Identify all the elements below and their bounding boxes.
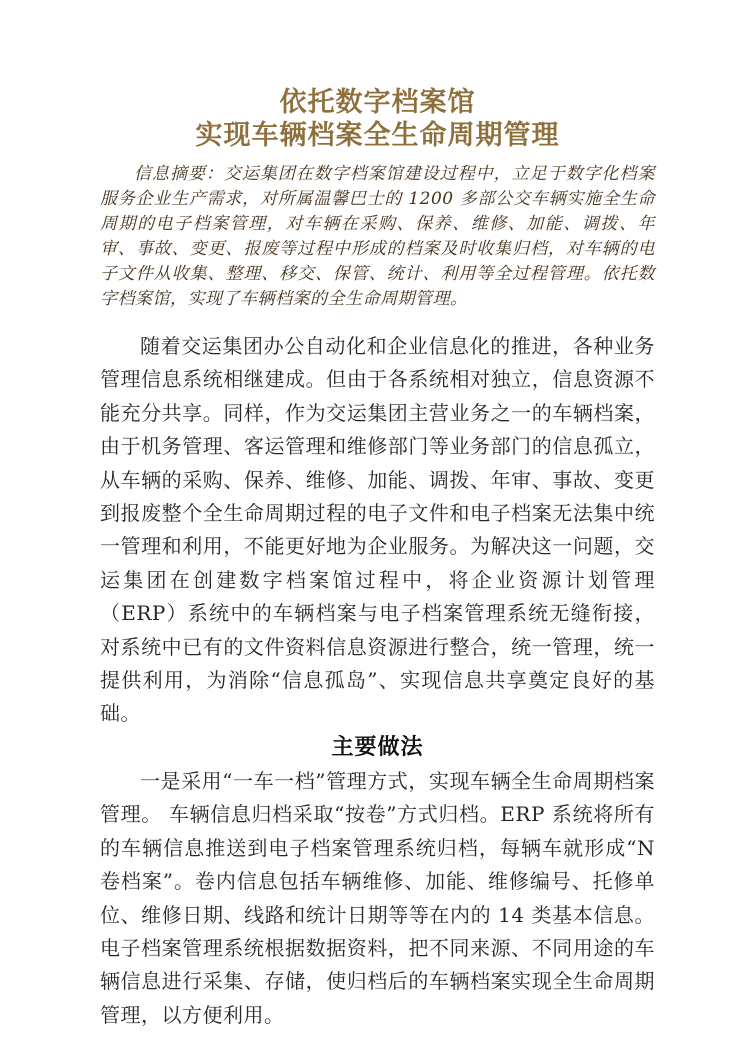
body-paragraph-2: 一是采用“一车一档”管理方式，实现车辆全生命周期档案管理。 车辆信息归档采取“按卷”方式归档。ERP 系统将所有的车辆信息推送到电子档案管理系统归档，每辆车就形成“N 卷档案”。卷内信息包括车辆维修、加能、维修编号、托修单位、维修日期、线路和统计日期等等在内的 14 类基本信息。电子档案管理系统根据数据资料，把不同来源、不同用途的车辆信息进行采集、存储，使归档后的车辆档案实现全生命周期管理，以方便利用。 — [100, 768, 655, 1027]
abstract-label: 信息摘要： — [134, 164, 224, 184]
abstract-paragraph — [100, 162, 655, 312]
document-title-line-2: 实现车辆档案全生命周期管理 — [195, 120, 560, 151]
document-title — [100, 86, 655, 152]
body-paragraph-1: 随着交运集团办公自动化和企业信息化的推进，各种业务管理信息系统相继建成。但由于各系统相对独立，信息资源不能充分共享。同样，作为交运集团主营业务之一的车辆档案，由于机务管理、客运管理和维修部门等业务部门的信息孤立，从车辆的采购、保养、维修、加能、调拨、年审、事故、变更到报废整个全生命周期过程的电子文件和电子档案无法集中统一管理和利用，不能更好地为企业服务。为解决这一问题，交运集团在创建数字档案馆过程中，将企业资源计划管理（ERP）系统中的车辆档案与电子档案管理系统无缝衔接，对系统中已有的文件资料信息资源进行整合，统一管理，统一提供利用，为消除“信息孤岛”、实现信息共享奠定良好的基础。 — [100, 334, 655, 726]
abstract-text: 交运集团在数字档案馆建设过程中，立足于数字化档案服务企业生产需求，对所属温馨巴士的 1200 多部公交车辆实施全生命周期的电子档案管理，对车辆在采购、保养、维修、加能、调拨、年审、事故、变更、报废等过程中形成的档案及时收集归档，对车辆的电子文件从收集、整理、移交、保管、统计、利用等全过程管理。依托数字档案馆，实现了车辆档案的全生命周期管理。 — [100, 164, 656, 309]
section-heading: 主要做法 — [331, 734, 424, 760]
document-title-line-1: 依托数字档案馆 — [279, 87, 476, 118]
